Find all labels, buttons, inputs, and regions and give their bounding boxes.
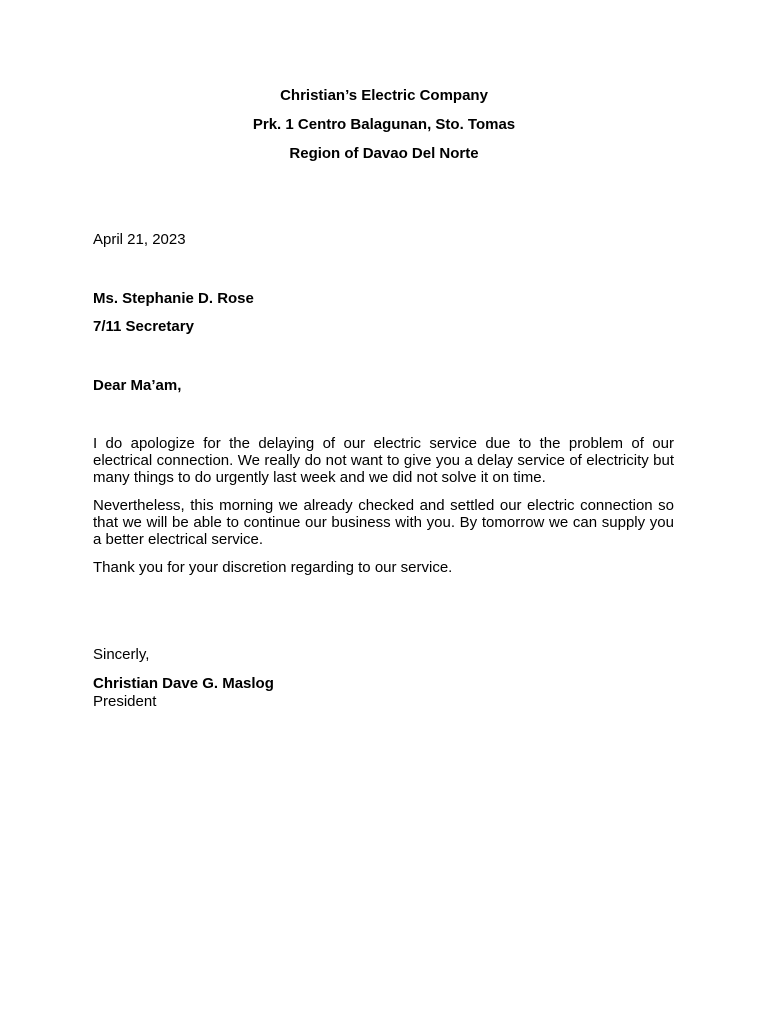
closing: Sincerly,: [93, 646, 150, 663]
letter-date: April 21, 2023: [93, 231, 186, 248]
salutation: Dear Ma’am,: [93, 377, 182, 394]
company-region: Region of Davao Del Norte: [289, 145, 479, 162]
signatory-name: Christian Dave G. Maslog: [93, 675, 274, 692]
company-name: Christian’s Electric Company: [280, 87, 488, 104]
body-paragraph-3: Thank you for your discretion regarding to our service.: [93, 559, 453, 576]
recipient-name: Ms. Stephanie D. Rose: [93, 290, 254, 307]
signatory-position: President: [93, 693, 157, 710]
recipient-title: 7/11 Secretary: [93, 318, 194, 335]
company-address: Prk. 1 Centro Balagunan, Sto. Tomas: [252, 116, 516, 133]
body-paragraph-1: I do apologize for the delaying of our electric service due to the problem of our electrical connection. We really do not want to give you a delay service of electricity but many things to do urgently last week and we did not solve it on time.: [93, 435, 674, 486]
body-paragraph-2: Nevertheless, this morning we already checked and settled our electric connection so that we will be able to continue our business with you. By tomorrow we can supply you a better electrical service.: [93, 497, 674, 548]
